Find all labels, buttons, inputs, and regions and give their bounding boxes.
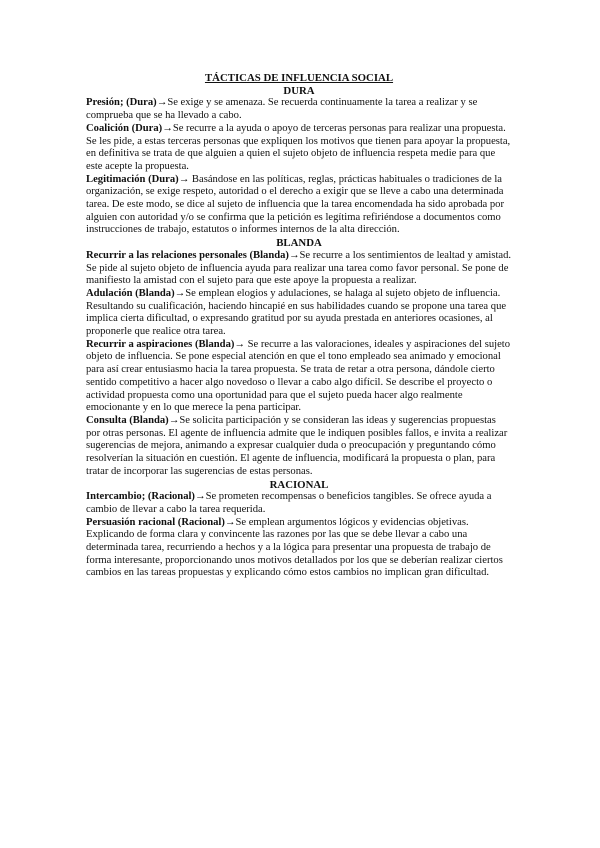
tactic-description: →Se solicita participación y se consideran las ideas y sugerencias propuestas por otras personas. El agente de influencia admite que le indiquen posibles fallos, e invita a realizar sugerencias de mejora, animando a expresar cualquier duda o preocupación y preguntando cómo resolverían la situación en cuestión. El agente de influencia, modificará la propuesta o plan, para tratar de incorporar las sugerencias de estas personas. [86,414,508,477]
section-heading-blanda: BLANDA [276,237,322,250]
tactic-term: Coalición (Dura) [86,122,163,134]
tactic-term: Recurrir a aspiraciones (Blanda) [86,338,235,350]
tactic-description: →Se exige y se amenaza. Se recuerda continuamente la tarea a realizar y se comprueba que se ha llevado a cabo. [86,97,478,122]
tactic-persuasion-racional [86,517,512,581]
tactic-term: Legitimación (Dura) [86,173,179,185]
tactic-description: →Se prometen recompensas o beneficios tangibles. Se ofrece ayuda a cambio de llevar a cabo la tarea requerida. [86,491,492,515]
tactic-aspiraciones [86,339,512,415]
tactic-legitimacion [86,174,512,238]
tactic-term: Persuasión racional (Racional) [86,516,225,528]
tactic-description: →Se emplean argumentos lógicos y evidencias objetivas. Explicando de forma clara y convincente las razones por las que se debe llevar a cabo una determinada tarea, recurriendo a hechos y a la lógica para presentar una propuesta de trabajo de forma interesante, proporcionando unos motivos detallados por los que se deberían realizar ciertos cambios en las tareas propuestas y explicando cómo estos cambios no implican gran dificultad. [86,516,503,579]
tactic-description: →Se emplean elogios y adulaciones, se halaga al sujeto objeto de influencia. Resultando su cualificación, haciendo hincapié en sus habilidades cuando se propone una tarea que implica cierta dificultad, o expresando gratitud por su ayuda prestada en anteriores ocasiones, al proponerle que realice otra tarea. [86,287,507,338]
tactic-term: Presión; (Dura) [86,97,157,109]
tactic-description: →Se recurre a los sentimientos de lealtad y amistad. Se pide al sujeto objeto de influencia ayuda para realizar una tarea como favor personal. Se pone de manifiesto la amistad con el sujeto para que este apoye la propuesta a realizar. [86,249,512,287]
tactic-consulta [86,415,512,479]
tactic-presion [86,97,512,122]
tactic-coalicion [86,123,512,174]
tactic-term: Consulta (Blanda) [86,414,169,426]
tactic-description: → Se recurre a las valoraciones, ideales y aspiraciones del sujeto objeto de influencia. Se pone especial atención en que el tono empleado sea animado y emocional para así crear entusiasmo hacia la tarea propuesta. Se trata de retar a otra persona, dándole cierto sentido competitivo a hacer algo novedoso o llevar a cabo algo difícil. Se describe el proyecto o actividad propuesta como una oportunidad para que el sujeto pueda hacer algo realmente emocionante y en lo que merece la pena participar. [86,338,511,414]
tactic-term: Recurrir a las relaciones personales (Blanda) [86,249,289,261]
tactic-adulacion [86,288,512,339]
tactic-intercambio [86,491,512,516]
section-heading-dura: DURA [283,84,315,97]
tactic-term: Adulación (Blanda) [86,287,175,299]
tactic-description: → Basándose en las políticas, reglas, prácticas habituales o tradiciones de la organización, se exige respeto, autoridad o el derecho a exigir que se lleve a cabo una determinada tarea. De este modo, se dice al sujeto de influencia que la tarea encomendada ha sido aprobada por alguien con autoridad y/o se confirma que la petición es legítima refiriéndose a documentos como instrucciones de trabajo, estatutos o informes internos de la alta dirección. [86,173,504,236]
tactic-term: Intercambio; (Racional) [86,491,195,503]
section-heading-racional: RACIONAL [269,478,329,491]
tactic-description: →Se recurre a la ayuda o apoyo de terceras personas para realizar una propuesta. Se les pide, a estas terceras personas que expliquen los motivos que tienen para apoyar la propuesta, en definitiva se trata de que alguien a quien el sujeto objeto de influencia respeta medie para que este acepte la propuesta. [86,122,511,172]
document-title: TÁCTICAS DE INFLUENCIA SOCIAL [204,72,394,84]
tactic-relaciones-personales [86,250,512,288]
